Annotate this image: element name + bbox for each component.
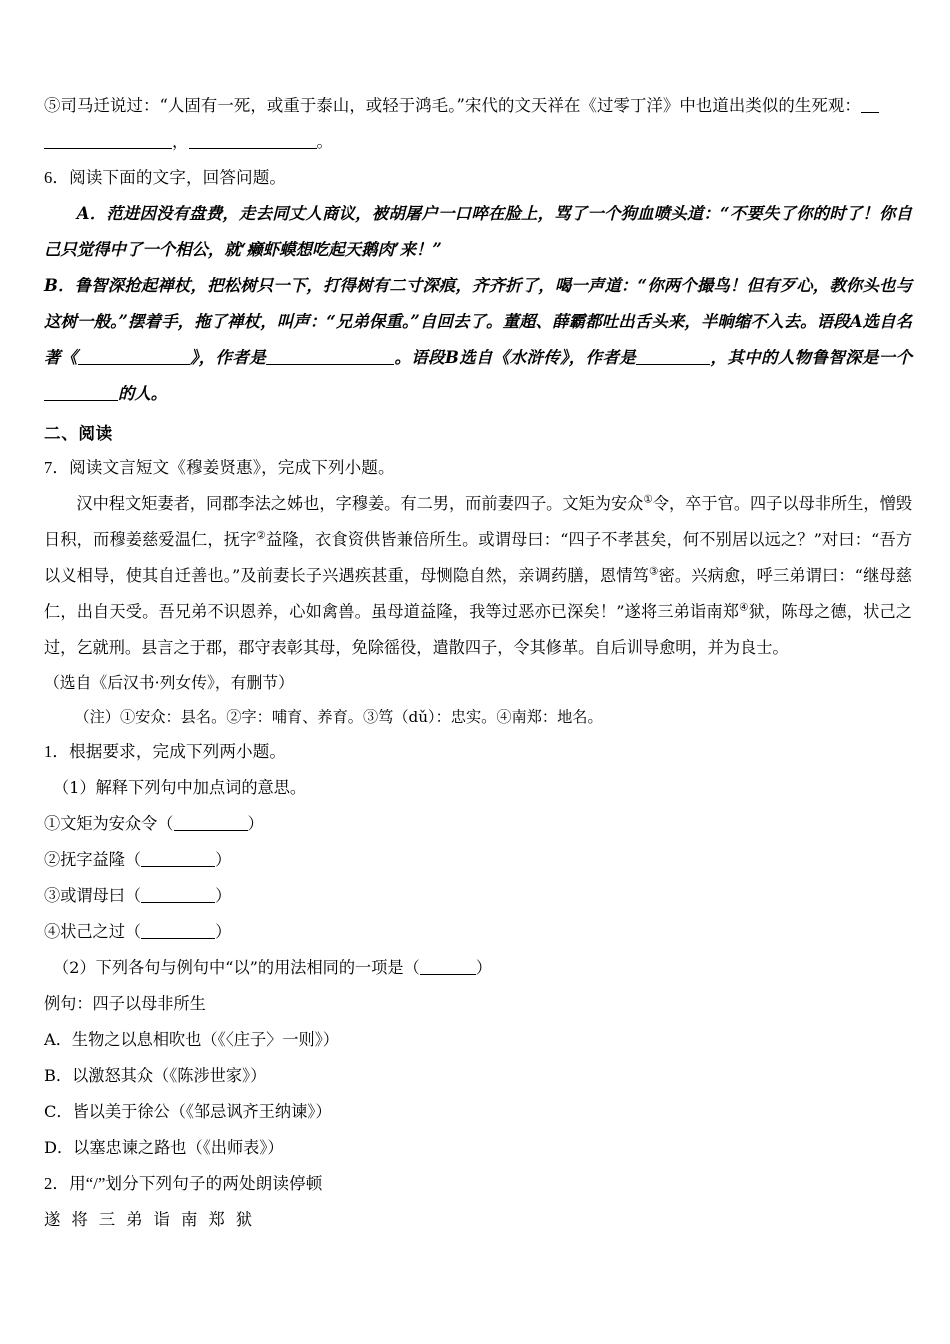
passage-answer-seg2: 》，作者是 — [189, 348, 267, 367]
passage-answer-seg3: 。语段B选自《水浒传》，作者是 — [394, 348, 637, 367]
explain-item-3-tail: ） — [215, 886, 232, 905]
subquestion-2-stem-text: 用“/”划分下列句子的两处朗读停顿 — [69, 1174, 323, 1193]
passage-answer-seg4: ，其中的人物鲁智深是一个 — [710, 348, 913, 367]
option-d[interactable] — [44, 1130, 912, 1166]
subquestion-1-part2-blank[interactable] — [420, 959, 476, 975]
subquestion-2-stem — [44, 1166, 912, 1202]
option-b-key: B． — [44, 1066, 73, 1085]
passage-a — [44, 196, 912, 268]
option-d-text: 以塞忠谏之路也（《出师表》） — [73, 1138, 284, 1157]
pause-marking-sentence-text: 遂将三弟诣南郑狱 — [44, 1210, 264, 1229]
subquestion-1-part1-label — [44, 770, 912, 806]
option-a[interactable] — [44, 1022, 912, 1058]
question-6-blank-author-a[interactable] — [266, 349, 394, 365]
explain-item-3-marker: ③ — [44, 886, 61, 905]
explain-item-4-text: 状己之过（ — [60, 922, 142, 941]
pause-marking-sentence[interactable] — [44, 1202, 912, 1238]
question-5-blank-end: 。 — [316, 132, 333, 151]
subquestion-1-part2-label — [44, 950, 912, 986]
footnote-marker: ② — [256, 529, 266, 542]
question-6-stem-text: 阅读下面的文字，回答问题。 — [69, 168, 287, 187]
option-c[interactable] — [44, 1094, 912, 1130]
passage-source-text: （选自《后汉书·列女传》，有删节） — [44, 673, 294, 692]
passage-b-text: 鲁智深抢起禅杖，把松树只一下，打得树有二寸深痕，齐齐折了，喝一声道：“你两个撮鸟！但有歹心，教你头也与这树一般。”摆着手，拖了禅杖，叫声：“兄弟保重。”自回去了。董超、薛霸都吐出舌头来，半晌缩不入去。 — [44, 276, 912, 331]
option-b-text: 以激怒其众（《陈涉世家》） — [72, 1066, 267, 1085]
question-6-stem — [44, 160, 912, 196]
classical-passage — [44, 486, 912, 666]
explain-item-2 — [44, 842, 912, 878]
option-d-key: D． — [44, 1138, 74, 1157]
question-5-blank-2[interactable] — [189, 133, 317, 149]
subquestion-1-part2-before: （2）下列各句与例句中“以”的用法相同的一项是（ — [53, 958, 420, 977]
question-5-line — [44, 88, 912, 124]
section-heading-2-text: 二、阅读 — [44, 423, 113, 443]
subquestion-1-stem-text: 根据要求，完成下列两小题。 — [69, 742, 287, 761]
explain-item-1-text: 文矩为安众令（ — [60, 814, 174, 833]
option-a-key: A． — [44, 1030, 72, 1049]
passage-a-label: A． — [76, 204, 107, 223]
passage-a-text: 范进因没有盘费，走去同丈人商议，被胡屠户一口啐在脸上，骂了一个狗血喷头道：“不要失了你的时了！你自己只觉得中了一个相公，就‘癞虾蟆想吃起天鹅肉’来！” — [44, 204, 912, 259]
passage-answer-seg1: 语段A选自名著《 — [44, 312, 913, 367]
question-7-stem — [44, 450, 912, 486]
option-c-text: 皆以美于徐公（《邹忌讽齐王纳谏》） — [72, 1102, 332, 1121]
page-content-column — [44, 88, 912, 1238]
example-sentence-text: 例句：四子以母非所生 — [44, 994, 206, 1013]
explain-item-1-tail: ） — [247, 814, 264, 833]
subquestion-1-stem — [44, 734, 912, 770]
question-6-blank-character[interactable] — [44, 385, 118, 401]
section-heading-2 — [44, 416, 912, 450]
explain-item-4-blank[interactable] — [141, 923, 215, 939]
classical-passage-text: 汉中程文矩妻者，同郡李法之姊也，字穆姜。有二男，而前妻四子。文矩为安众①令，卒于官。四子以母非所生，憎毁日积，而穆姜慈爱温仁，抚字②益隆，衣食资供皆兼倍所生。或谓母曰：“四子不孝甚矣，何不别居以远之？”对曰：“吾方以义相导，使其自迁善也。”及前妻长子兴遇疾甚重，母恻隐自然，亲调药膳，恩情笃③密。兴病愈，呼三弟谓曰：“继母慈仁，出自天受。吾兄弟不识恩养，心如禽兽。虽母道益隆，我等过恶亦已深矣！”遂将三弟诣南郑④狱，陈母之德，状己之过，乞就刑。县言之于郡，郡守表彰其母，免除徭役，遣散四子，令其修革。自后训导愈明，并为良士。 — [44, 493, 913, 657]
subquestion-2-number: 2． — [44, 1174, 70, 1193]
question-5-text: 司马迁说过：“人固有一死，或重于泰山，或轻于鸿毛。”宋代的文天祥在《过零丁洋》中也道出类似的生死观： — [60, 96, 861, 115]
question-5-blank-separator: ， — [172, 132, 189, 151]
option-c-key: C． — [44, 1102, 73, 1121]
explain-item-1-blank[interactable] — [174, 815, 248, 831]
example-sentence — [44, 986, 912, 1022]
explain-item-2-text: 抚字益隆（ — [60, 850, 142, 869]
explain-item-4-marker: ④ — [44, 922, 61, 941]
passage-b-label: B． — [44, 276, 75, 295]
footnote-marker: ① — [643, 493, 653, 506]
explain-item-3-text: 或谓母曰（ — [60, 886, 142, 905]
subquestion-1-part2-after: ） — [475, 958, 492, 977]
explain-item-1 — [44, 806, 912, 842]
question-7-number: 7． — [44, 458, 70, 477]
question-5-marker: ⑤ — [44, 96, 61, 115]
explain-item-2-marker: ② — [44, 850, 61, 869]
option-b[interactable] — [44, 1058, 912, 1094]
explain-item-3 — [44, 878, 912, 914]
question-6-blank-author-b[interactable] — [636, 349, 710, 365]
question-6-number: 6． — [44, 168, 70, 187]
footnote-marker: ③ — [649, 565, 659, 578]
question-5-blank-1[interactable] — [44, 133, 172, 149]
question-6-blank-title[interactable] — [78, 349, 190, 365]
passage-b — [44, 268, 912, 412]
passage-answer-seg5: 的人。 — [118, 384, 168, 403]
explain-item-4 — [44, 914, 912, 950]
explain-item-3-blank[interactable] — [141, 887, 215, 903]
subquestion-1-number: 1． — [44, 742, 70, 761]
explain-item-4-tail: ） — [215, 922, 232, 941]
footnote-marker: ④ — [739, 601, 749, 614]
explain-item-1-marker: ① — [44, 814, 61, 833]
option-a-text: 生物之以息相吹也（《〈庄子〉一则》） — [71, 1030, 339, 1049]
question-7-stem-text: 阅读文言短文《穆姜贤惠》，完成下列小题。 — [69, 458, 395, 477]
explain-item-2-blank[interactable] — [141, 851, 215, 867]
question-5-blanks-row — [44, 124, 912, 160]
explain-item-2-tail: ） — [215, 850, 232, 869]
question-5-blank-inline[interactable] — [861, 97, 879, 113]
subquestion-1-part1-text: （1）解释下列句中加点词的意思。 — [53, 778, 307, 797]
passage-notes — [44, 700, 912, 734]
passage-notes-text: （注）①安众：县名。②字：哺育、养育。③笃（dǔ）：忠实。④南郑：地名。 — [74, 708, 603, 726]
passage-source — [44, 666, 912, 700]
